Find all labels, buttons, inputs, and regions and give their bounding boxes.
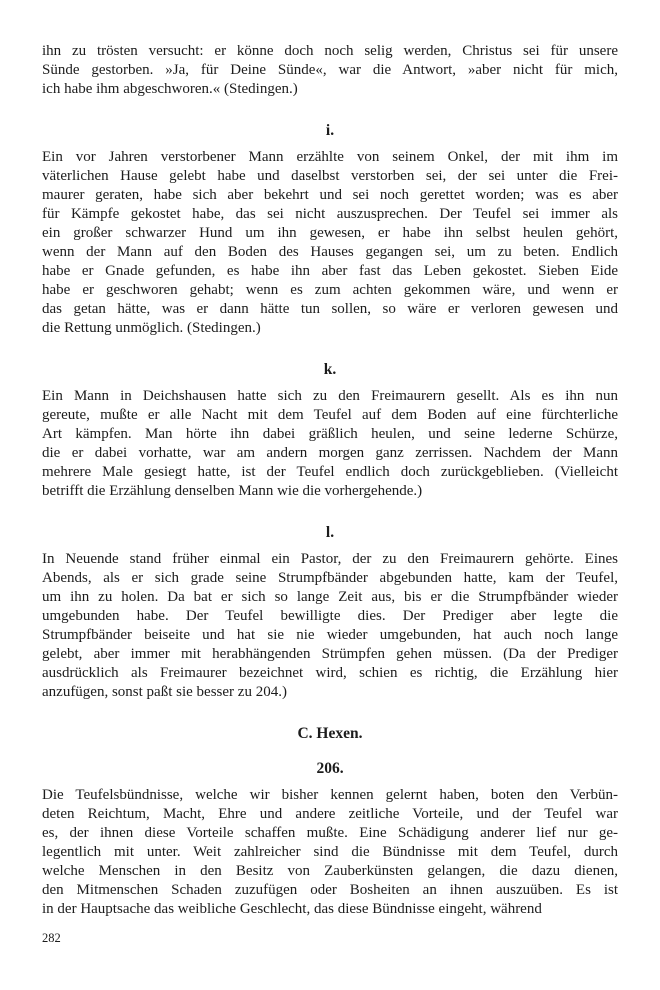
paragraph-section-l: In Neuende stand früher einmal ein Pastor, der zu den Freimaurern gehörte. Eines Abends, als er sich grade seine Strumpfbänder abgebunden hatte, kam der Teufel, um ihn zu holen. Da bat er sich so lange Zeit aus, bis er die Strumpfbänder wieder umgebunden habe. Der Teufel bewilligte dies. Der Prediger aber legte die Strumpfbänder beiseite und hat sie nie wieder umgebunden, hat auch noch lange gelebt, aber immer mit herabhängenden Strümpfen gehen müssen. (Da der Prediger ausdrücklich als Freimaurer bezeichnet wird, schien es richtig, die Erzählung hier anzufügen, sonst paßt sie besser zu 204.) — [42, 551, 618, 700]
section-heading-i: i. — [325, 122, 335, 139]
section-heading-l: l. — [325, 524, 335, 541]
paragraph-section-i: Ein vor Jahren verstorbener Mann erzählte von seinem Onkel, der mit ihm im väterlichen Hause gelebt habe und daselbst verstorben sei, der sei unter die Frei- maurer geraten, habe sich aber bekehrt und sei noch gerettet worden; was es aber für Kämpfe gekostet habe, das sei nicht auszusprechen. Der Teufel sei immer als ein großer schwarzer Hund um ihn gewesen, er habe ihn selbst heulen gehört, wenn der Mann auf den Boden des Hauses gegangen sei, um zu beten. Endlich habe er Gnade gefunden, es habe ihn aber fast das Leben gekostet. Sieben Eide habe er geschworen gehabt; wenn es zum achten gekommen wäre, und wenn er das getan hätte, was er dann hätte tun sollen, so wäre er verloren gewesen und die Rettung unmöglich. (Stedingen.) — [42, 149, 618, 336]
page-number: 282 — [42, 931, 61, 945]
paragraph-entry-206: Die Teufelsbündnisse, welche wir bisher kennen gelernt haben, boten den Verbün- deten Reichtum, Macht, Ehre und andere zeitliche Vorteile, und der Teufel war es, der ihnen diese Vorteile schaffen mußte. Eine Schädigung anderer lief nur ge- legentlich mit unter. Weit zahlreicher sind die Bündnisse mit dem Teufel, durch welche Menschen in den Besitz von Zauberkünsten gelangen, die dazu dienen, den Mitmenschen Schaden zuzufügen oder Bosheiten an ihnen auszuüben. Es ist in der Hauptsache das weibliche Geschlecht, das diese Bündnisse eingeht, während — [42, 787, 618, 917]
paragraph-intro-continuation: ihn zu trösten versucht: er könne doch noch selig werden, Christus sei für unsere Sünde gestorben. »Ja, für Deine Sünde«, war die Antwort, »aber nicht für mich, ich habe ihm abgeschworen.« (Stedingen.) — [42, 43, 618, 97]
entry-heading-206: 206. — [316, 760, 344, 777]
paragraph-section-k: Ein Mann in Deichshausen hatte sich zu den Freimaurern gesellt. Als es ihn nun gereute, mußte er alle Nacht mit dem Teufel auf dem Boden auf eine fürchterliche Art kämpfen. Man hörte ihn dabei gräßlich heulen, und seine lederne Schürze, die er dabei vorhatte, war am andern morgen ganz zerrissen. Nachdem der Mann mehrere Male gesiegt hatte, ist der Teufel endlich doch zurückgeblieben. (Vielleicht betrifft die Erzählung denselben Mann wie die vorhergehende.) — [42, 388, 618, 499]
section-heading-k: k. — [323, 361, 337, 378]
chapter-heading-hexen: C. Hexen. — [297, 725, 363, 742]
